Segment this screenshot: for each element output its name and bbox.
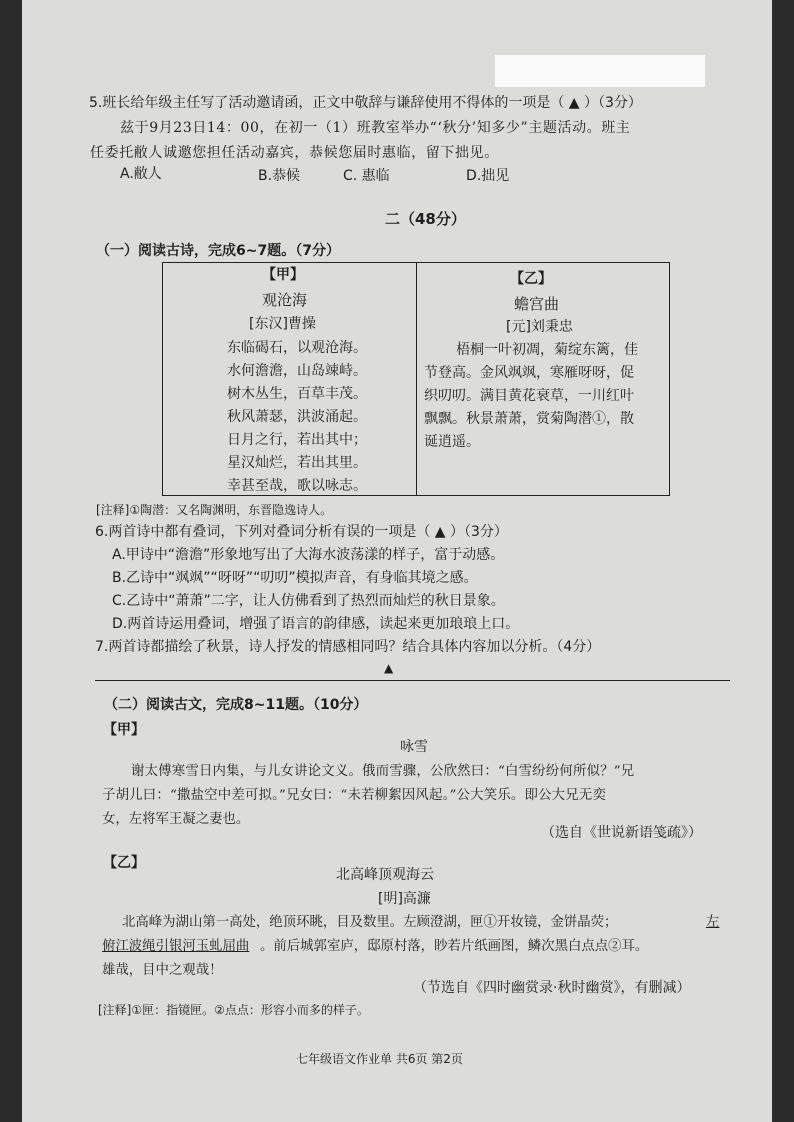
answer-line xyxy=(95,680,730,681)
jia-source: （选自《世说新语笺疏》） xyxy=(541,825,702,841)
jia-tag: 【甲】 xyxy=(103,722,145,738)
yi-underlined-start: 左 xyxy=(706,915,720,930)
poem-a-line: 秋风萧瑟，洪波涌起。 xyxy=(227,409,367,425)
poem-b-line: 梧桐一叶初凋，菊绽东篱，佳 xyxy=(456,342,638,358)
poem-b-author: [元]刘秉忠 xyxy=(506,319,573,335)
q5-option-b: B.恭候 xyxy=(258,168,301,184)
q5-text-line2: 任委托敝人诚邀您担任活动嘉宾，恭候您届时惠临，留下拙见。 xyxy=(90,145,499,161)
poem-b-line: 诞逍遥。 xyxy=(424,434,480,450)
q7-stem: 7.两首诗都描绘了秋景，诗人抒发的情感相同吗？结合具体内容加以分析。（4分） xyxy=(95,639,601,655)
poem-a-line: 日月之行，若出其中； xyxy=(227,432,367,448)
poem-note: [注释]①陶潜：又名陶渊明，东晋隐逸诗人。 xyxy=(96,503,333,517)
q6-option-a: A.甲诗中“澹澹”形象地写出了大海水波荡漾的样子，富于动感。 xyxy=(112,547,505,563)
q5-option-c: C. 惠临 xyxy=(343,168,390,184)
poem-a-author: [东汉]曹操 xyxy=(249,316,316,332)
q5-option-d: D.拙见 xyxy=(466,168,510,184)
poem-a-line: 幸甚至哉，歌以咏志。 xyxy=(227,478,367,494)
q6-option-b: B.乙诗中“飒飒”“呀呀”“叨叨”模拟声音，有身临其境之感。 xyxy=(112,570,478,586)
poem-a-line: 星汉灿烂，若出其里。 xyxy=(227,455,367,471)
poem-b-title: 蟾宫曲 xyxy=(514,295,560,313)
part2-title: （二）阅读古文，完成8~11题。（10分） xyxy=(104,697,368,713)
q5-text-line1: 兹于9月23日14：00，在初一（1）班教室举办“‘秋分’知多少”主题活动。班主 xyxy=(120,120,631,136)
yi-underlined-sentence: 俯江波绳引银河玉虬屈曲 xyxy=(102,939,250,954)
poem-a-line: 水何澹澹，山岛竦峙。 xyxy=(227,363,367,379)
section2-title: 二（48分） xyxy=(385,210,466,228)
poem-b-line: 飘飘。秋景萧萧，赏菊陶潜①，散 xyxy=(424,411,634,427)
poem-b-tag: 【乙】 xyxy=(510,271,552,287)
jia-text-line: 女，左将军王凝之妻也。 xyxy=(102,812,250,827)
poem-a-title: 观沧海 xyxy=(262,291,308,309)
poem-b-line: 织叨叨。满目黄花衰草，一川红叶 xyxy=(424,388,634,404)
poem-a-line: 树木丛生，百草丰茂。 xyxy=(227,386,367,402)
q6-option-d: D.两首诗运用叠词，增强了语言的韵律感，读起来更加琅琅上口。 xyxy=(112,616,520,632)
poem-a-line: 东临碣石，以观沧海。 xyxy=(227,340,367,356)
yi-text-line2: 。前后城郭室庐，邸原村落，眇若片纸画图，鳞次黑白点点②耳。 xyxy=(260,939,649,954)
answer-marker: ▲ xyxy=(384,661,394,675)
q5-option-a: A.敝人 xyxy=(120,166,162,182)
yi-source: （节选自《四时幽赏录·秋时幽赏》，有删减） xyxy=(413,980,691,996)
poem-b-line: 节登高。金风飒飒，寒雁呀呀，促 xyxy=(424,365,634,381)
yi-author: [明]高濂 xyxy=(378,891,431,907)
poem-a-tag: 【甲】 xyxy=(262,267,304,283)
jia-text-line: 谢太傅寒雪日内集，与儿女讲论文义。俄而雪骤，公欣然曰：“白雪纷纷何所似？”兄 xyxy=(131,764,635,779)
page-footer: 七年级语文作业单 共6页 第2页 xyxy=(296,1052,463,1066)
jia-title: 咏雪 xyxy=(400,739,428,755)
yi-tag: 【乙】 xyxy=(103,855,145,871)
redaction-box xyxy=(495,55,705,87)
part1-title: （一）阅读古诗，完成6~7题。（7分） xyxy=(96,243,340,259)
yi-note: [注释]①匣：指镜匣。②点点：形容小而多的样子。 xyxy=(98,1003,369,1017)
yi-text-line3: 雄哉，目中之观哉！ xyxy=(102,963,223,978)
poem-divider xyxy=(416,263,417,495)
jia-text-line: 子胡儿曰：“撒盐空中差可拟。”兄女曰：“未若柳絮因风起。”公大笑乐。即公大兄无奕 xyxy=(102,788,607,803)
yi-title: 北高峰顶观海云 xyxy=(336,867,434,883)
q6-stem: 6.两首诗中都有叠词，下列对叠词分析有误的一项是（ ▲ ）（3分） xyxy=(95,524,508,540)
q6-option-c: C.乙诗中“萧萧”二字，让人仿佛看到了热烈而灿烂的秋日景象。 xyxy=(112,593,505,609)
q5-stem: 5.班长给年级主任写了活动邀请函，正文中敬辞与谦辞使用不得体的一项是（ ▲ ）（3分） xyxy=(89,95,642,111)
yi-text-line1: 北高峰为湖山第一高处，绝顶环眺，目及数里。左顾澄湖，匣①开妆镜，金饼晶荧； xyxy=(122,915,618,930)
